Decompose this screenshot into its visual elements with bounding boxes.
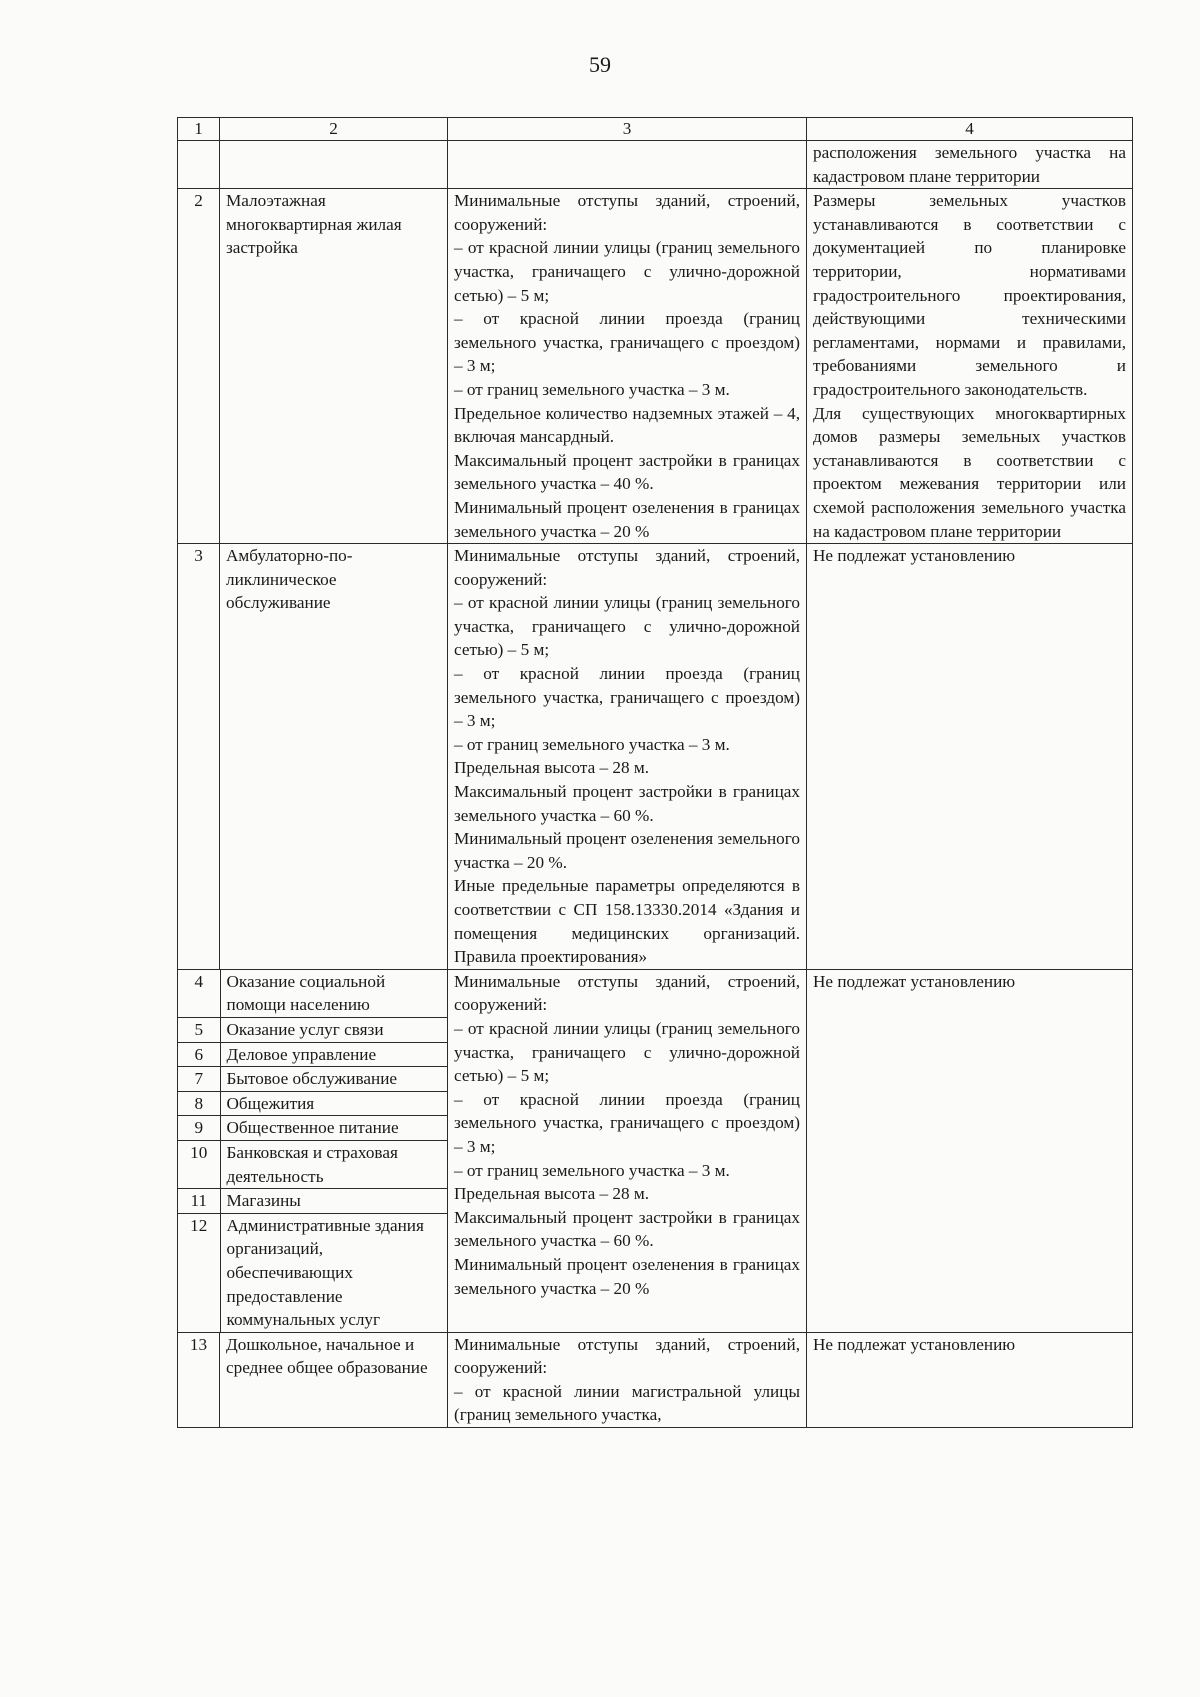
param-line: Минимальные отступы зданий, строений, сооружений: (454, 1334, 800, 1378)
use-type-name: Банковская и страховая деятельность (220, 1140, 447, 1188)
row-number: 7 (178, 1067, 220, 1092)
group-item (178, 1067, 447, 1092)
row-number: 4 (178, 970, 220, 1018)
table-row (178, 1332, 1133, 1427)
row-number: 5 (178, 1017, 220, 1042)
row-number: 10 (178, 1140, 220, 1188)
group-item (178, 1116, 447, 1141)
group-item (178, 1213, 447, 1331)
param-line: – от красной линии улицы (границ земельного участка, граничащего с улично-дорожной сетью) – 5 м; (454, 593, 800, 660)
param-line: – от красной линии магистральной улицы (границ земельного участка, (454, 1381, 800, 1425)
row-number: 11 (178, 1189, 220, 1214)
sizes-cell: Не подлежат установлению (807, 1332, 1133, 1427)
use-type-name: Амбулаторно-по-ликлиническое обслуживание (220, 544, 448, 970)
group-item (178, 1091, 447, 1116)
param-line: Минимальные отступы зданий, строений, сооружений: (454, 191, 800, 234)
header-col-3: 3 (448, 118, 807, 141)
cont-sizes-cell: расположения земельного участка на кадастровом плане территории (807, 141, 1133, 189)
params-cell (448, 544, 807, 970)
row-number: 9 (178, 1116, 220, 1141)
table-row-group (178, 969, 1133, 1332)
param-line: – от красной линии проезда (границ земельного участка, граничащего с проездом) – 3 м; (454, 664, 800, 731)
group-item (178, 1189, 447, 1214)
header-col-2: 2 (220, 118, 448, 141)
use-type-name: Оказание услуг связи (220, 1017, 447, 1042)
sizes-cell: Не подлежат установлению (807, 544, 1133, 970)
group-item (178, 1042, 447, 1067)
use-type-name: Общежития (220, 1091, 447, 1116)
zoning-parameters-table (177, 117, 1133, 1428)
cont-params-cell (448, 141, 807, 189)
param-line: – от границ земельного участка – 3 м. (454, 379, 730, 399)
group-subtable (178, 970, 447, 1332)
sizes-cell: Не подлежат установлению (807, 969, 1133, 1332)
row-number: 13 (178, 1332, 220, 1427)
params-cell (448, 189, 807, 544)
header-col-4: 4 (807, 118, 1133, 141)
param-line: – от границ земельного участка – 3 м. (454, 1160, 730, 1180)
param-line: Минимальные отступы зданий, строений, сооружений: (454, 971, 800, 1015)
table-row (178, 189, 1133, 544)
row-number: 3 (178, 544, 220, 970)
row-number: 6 (178, 1042, 220, 1067)
param-line: – от красной линии проезда (границ земельного участка, граничащего с проездом) – 3 м; (454, 309, 800, 376)
use-type-name: Бытовое обслуживание (220, 1067, 447, 1092)
param-line: Минимальный процент озеленения в границах земельного участка – 20 % (454, 1254, 800, 1298)
use-type-name: Административные здания организаций, обеспечивающих предоставление коммунальных услуг (226, 1215, 424, 1330)
param-line: Предельное количество надземных этажей – 4, включая мансардный. (454, 403, 800, 447)
param-line: Максимальный процент застройки в границах земельного участка – 60 %. (454, 1207, 800, 1251)
sizes-line: Для существующих многоквартирных домов размеры земельных участков устанавливаются в соответствии с проектом межевания территории или схемой расположения земельного участка на кадастровом плане территории (813, 403, 1126, 541)
param-line: Предельная высота – 28 м. (454, 1184, 650, 1204)
param-line: Минимальный процент озеленения земельного участка – 20 %. (454, 829, 800, 872)
params-cell (448, 969, 807, 1332)
param-line: Предельная высота – 28 м. (454, 758, 650, 778)
group-item (178, 1140, 447, 1188)
param-line: Минимальный процент озеленения в границах земельного участка – 20 % (454, 497, 800, 541)
use-type-name: Общественное питание (220, 1116, 447, 1141)
row-number: 12 (178, 1213, 220, 1331)
page-number: 59 (589, 52, 611, 77)
param-line: – от границ земельного участка – 3 м. (454, 734, 730, 754)
param-line: Максимальный процент застройки в границах земельного участка – 40 %. (454, 450, 800, 494)
use-type-name: Дошкольное, начальное и среднее общее образование (220, 1332, 448, 1427)
row-number: 2 (178, 189, 220, 544)
sizes-line: Размеры земельных участков устанавливаются в соответствии с документацией по планировке территории, нормативами градостроительного проектирования, действующими техническими регламентами, нормами и правилами, требованиями земельного и градостроительного законодательств. (813, 191, 1126, 399)
row-number: 8 (178, 1091, 220, 1116)
use-type-name: Магазины (220, 1189, 447, 1214)
table-header-row (178, 118, 1133, 141)
table-row-continuation (178, 141, 1133, 189)
use-type-name: Деловое управление (220, 1042, 447, 1067)
use-type-name: Малоэтажная многоквартирная жилая застройка (220, 189, 448, 544)
param-line: – от красной линии проезда (границ земельного участка, граничащего с проездом) – 3 м; (454, 1089, 800, 1156)
param-line: – от красной линии улицы (границ земельного участка, граничащего с улично-дорожной сетью) – 5 м; (454, 1018, 800, 1086)
group-item (178, 970, 447, 1018)
group-names-cell (178, 969, 448, 1332)
param-line: Иные предельные параметры определяются в соответствии с СП 158.13330.2014 «Здания и помещения медицинских организаций. Правила проектирования» (454, 876, 800, 967)
params-cell (448, 1332, 807, 1427)
group-item (178, 1017, 447, 1042)
table-row (178, 544, 1133, 970)
cont-name-cell (220, 141, 448, 189)
header-col-1: 1 (178, 118, 220, 141)
use-type-name: Оказание социальной помощи населению (220, 970, 447, 1018)
cont-num-cell (178, 141, 220, 189)
param-line: – от красной линии улицы (границ земельного участка, граничащего с улично-дорожной сетью) – 5 м; (454, 238, 800, 305)
param-line: Минимальные отступы зданий, строений, сооружений: (454, 546, 800, 589)
param-line: Максимальный процент застройки в границах земельного участка – 60 %. (454, 782, 800, 825)
sizes-cell (807, 189, 1133, 544)
